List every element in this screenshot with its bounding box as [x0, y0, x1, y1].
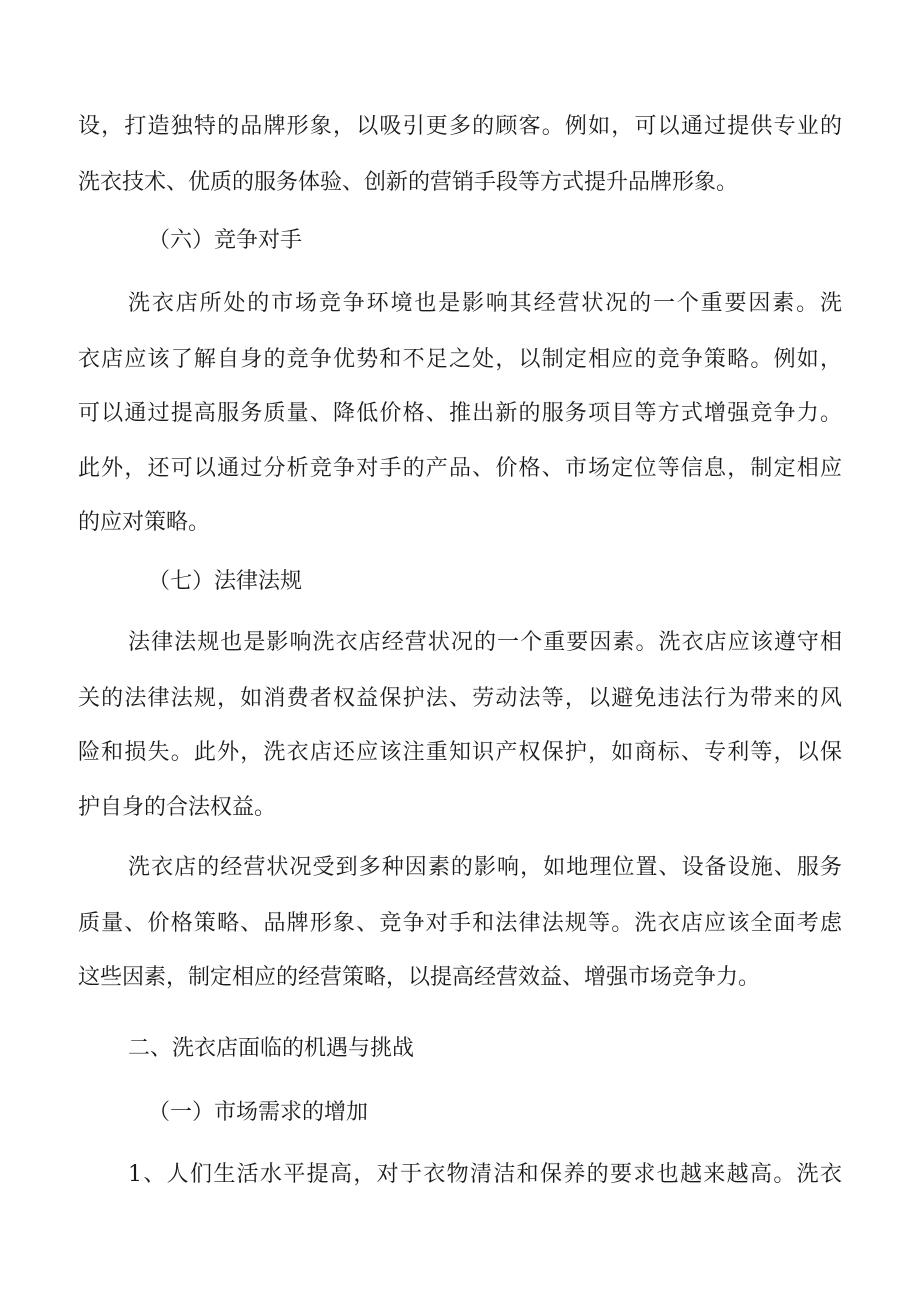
body-text-line: 险和损失。此外，洗衣店还应该注重知识产权保护，如商标、专利等，以保 — [78, 740, 842, 765]
body-text-line: 洗衣技术、优质的服务体验、创新的营销手段等方式提升品牌形象。 — [78, 170, 739, 195]
body-text-line: 护自身的合法权益。 — [78, 795, 277, 820]
section-heading: （一）市场需求的增加 — [148, 1100, 369, 1125]
body-text-line: 这些因素，制定相应的经营策略，以提高经营效益、增强市场竞争力。 — [78, 965, 761, 990]
body-text-line: 法律法规也是影响洗衣店经营状况的一个重要因素。洗衣店应该遵守相 — [128, 630, 842, 655]
section-heading: （六）竞争对手 — [148, 228, 303, 253]
body-text-line: 质量、价格策略、品牌形象、竞争对手和法律法规等。洗衣店应该全面考虑 — [78, 911, 842, 936]
body-text-line: 1、人们生活水平提高，对于衣物清洁和保养的要求也越来越高。洗衣 — [128, 1162, 842, 1187]
body-text-line: 洗衣店所处的市场竞争环境也是影响其经营状况的一个重要因素。洗 — [128, 291, 842, 316]
body-text-line: 洗衣店的经营状况受到多种因素的影响，如地理位置、设备设施、服务 — [128, 855, 842, 880]
chapter-heading: 二、洗衣店面临的机遇与挑战 — [128, 1036, 415, 1061]
body-text-line: 设，打造独特的品牌形象，以吸引更多的顾客。例如，可以通过提供专业的 — [78, 114, 842, 139]
body-text-line: 关的法律法规，如消费者权益保护法、劳动法等，以避免违法行为带来的风 — [78, 686, 842, 711]
body-text-line: 的应对策略。 — [78, 510, 211, 535]
body-text-line: 此外，还可以通过分析竞争对手的产品、价格、市场定位等信息，制定相应 — [78, 456, 842, 481]
body-text-line: 衣店应该了解自身的竞争优势和不足之处，以制定相应的竞争策略。例如， — [78, 347, 842, 372]
body-text-line: 可以通过提高服务质量、降低价格、推出新的服务项目等方式增强竞争力。 — [78, 401, 842, 426]
section-heading: （七）法律法规 — [148, 569, 303, 594]
